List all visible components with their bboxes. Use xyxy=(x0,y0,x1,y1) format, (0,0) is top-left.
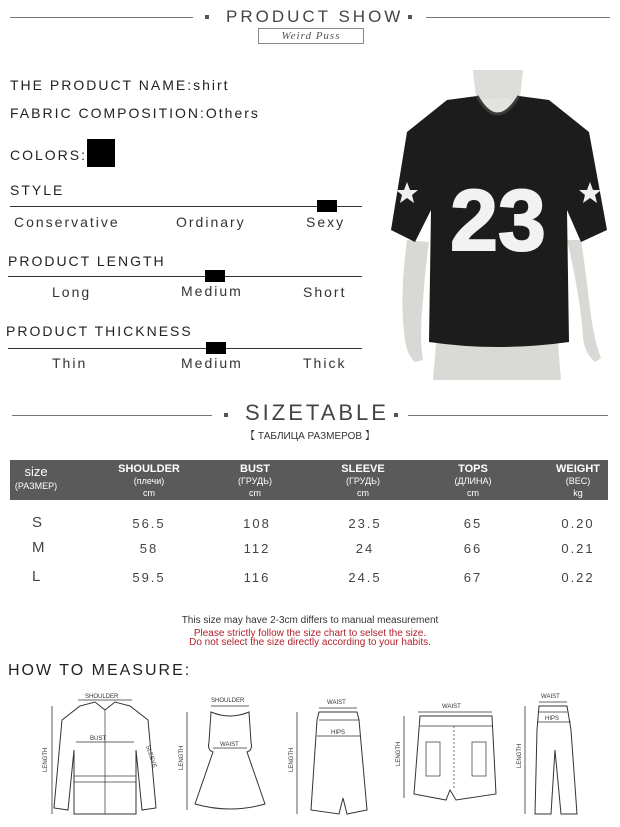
col-weight-unit: kg xyxy=(573,488,583,498)
cell-tops: 67 xyxy=(463,570,483,585)
brand-badge xyxy=(258,28,364,44)
col-bust xyxy=(215,463,295,499)
cell-tops: 65 xyxy=(463,516,483,531)
row-size: M xyxy=(32,539,45,556)
col-shoulder-unit: cm xyxy=(143,488,155,498)
cell-weight: 0.21 xyxy=(561,541,595,556)
col-weight xyxy=(538,463,618,499)
cell-bust: 116 xyxy=(243,570,271,585)
thickness-scale-line xyxy=(8,348,362,349)
note-warning-1: Please strictly follow the size chart to selset the size. xyxy=(193,628,427,639)
label-shoulder: SHOULDER xyxy=(85,694,119,700)
col-tops-label: TOPS xyxy=(458,463,488,475)
row-size: S xyxy=(32,514,43,531)
header-rule-right xyxy=(426,17,610,18)
thickness-option-thin: Thin xyxy=(52,355,88,371)
length-option-long: Long xyxy=(52,284,92,300)
style-label: STYLE xyxy=(10,182,65,198)
length-option-medium: Medium xyxy=(181,283,243,299)
note-measurement: This size may have 2-3cm differs to manual measurement xyxy=(181,615,439,626)
sizetable-subtitle: 【 ТАБЛИЦА РАЗМЕРОВ 】 xyxy=(245,431,375,442)
size-table-header xyxy=(10,460,608,500)
length-option-short: Short xyxy=(303,284,347,300)
col-bust-sub: (ГРУДЬ) xyxy=(238,476,272,486)
style-scale-line xyxy=(10,206,362,207)
jersey-number: 23 xyxy=(450,173,546,269)
label-length: LENGTH xyxy=(517,743,523,768)
col-sleeve-unit: cm xyxy=(357,488,369,498)
cell-weight: 0.20 xyxy=(561,516,595,531)
sizetable-dot-left xyxy=(224,413,228,417)
label-waist: WAIST xyxy=(442,704,461,710)
product-name-label: THE PRODUCT NAME: xyxy=(10,77,194,93)
diagram-jacket xyxy=(40,690,170,822)
how-to-measure-title: HOW TO MEASURE: xyxy=(8,662,192,679)
thickness-label: PRODUCT THICKNESS xyxy=(6,323,193,339)
col-sleeve xyxy=(323,463,403,499)
diagram-skirt xyxy=(283,690,378,822)
colors-label: COLORS: xyxy=(10,147,88,163)
label-hips: HIPS xyxy=(331,730,346,736)
fabric-value: Others xyxy=(205,105,260,121)
cell-shoulder: 56.5 xyxy=(132,516,166,531)
product-name-value: shirt xyxy=(193,77,230,93)
label-shoulder: SHOULDER xyxy=(211,698,245,704)
page-title: PRODUCT SHOW xyxy=(226,7,404,26)
col-size xyxy=(10,465,62,493)
col-size-sub: (РАЗМЕР) xyxy=(14,481,58,491)
sizetable-rule-right xyxy=(408,415,608,416)
header-rule-left xyxy=(10,17,193,18)
cell-sleeve: 24.5 xyxy=(348,570,382,585)
fabric-label: FABRIC COMPOSITION: xyxy=(10,105,206,121)
col-shoulder-sub: (плечи) xyxy=(133,476,165,486)
note-warning-2: Do not select the size directly according to your habits. xyxy=(189,637,431,648)
diagram-pants xyxy=(515,690,615,822)
length-scale-line xyxy=(8,276,362,277)
label-sleeve: SLEEVE xyxy=(144,744,158,769)
label-length: LENGTH xyxy=(289,747,295,772)
thickness-option-medium: Medium xyxy=(181,355,243,371)
cell-weight: 0.22 xyxy=(561,570,595,585)
sizetable-rule-left xyxy=(12,415,212,416)
cell-shoulder: 58 xyxy=(139,541,159,556)
col-weight-sub: (BEC) xyxy=(565,476,591,486)
style-option-sexy: Sexy xyxy=(306,214,346,230)
product-photo xyxy=(385,70,610,390)
label-length: LENGTH xyxy=(179,745,185,770)
cell-bust: 108 xyxy=(243,516,271,531)
col-shoulder-label: SHOULDER xyxy=(118,463,180,475)
cell-sleeve: 24 xyxy=(355,541,375,556)
col-shoulder xyxy=(109,463,189,499)
col-bust-unit: cm xyxy=(249,488,261,498)
header-dot-left xyxy=(205,15,209,19)
style-marker xyxy=(317,200,337,212)
style-option-conservative: Conservative xyxy=(14,214,120,230)
col-sleeve-label: SLEEVE xyxy=(341,463,385,475)
col-weight-label: WEIGHT xyxy=(556,463,600,475)
label-bust: BUST xyxy=(90,736,107,742)
diagram-shorts xyxy=(392,690,512,822)
col-tops-unit: cm xyxy=(467,488,479,498)
label-waist: WAIST xyxy=(220,742,239,748)
label-length: LENGTH xyxy=(396,741,402,766)
label-waist: WAIST xyxy=(327,700,346,706)
cell-sleeve: 23.5 xyxy=(348,516,382,531)
style-option-ordinary: Ordinary xyxy=(176,214,246,230)
color-swatch xyxy=(87,139,115,167)
length-label: PRODUCT LENGTH xyxy=(8,253,166,269)
cell-bust: 112 xyxy=(243,541,271,556)
cell-tops: 66 xyxy=(463,541,483,556)
label-hips: HIPS xyxy=(545,716,560,722)
fabric-row xyxy=(10,105,260,121)
product-name-row xyxy=(10,77,230,93)
row-size: L xyxy=(32,568,41,585)
col-bust-label: BUST xyxy=(240,463,270,475)
col-sleeve-sub: (ГРУДЬ) xyxy=(346,476,380,486)
col-tops xyxy=(433,463,513,499)
label-length: LENGTH xyxy=(43,747,49,772)
header-dot-right xyxy=(408,15,412,19)
diagram-dress xyxy=(175,690,275,822)
col-size-label: size xyxy=(24,464,48,479)
sizetable-dot-right xyxy=(394,413,398,417)
label-waist: WAIST xyxy=(541,694,560,700)
length-marker xyxy=(205,270,225,282)
thickness-marker xyxy=(206,342,226,354)
sizetable-title: SIZETABLE xyxy=(245,400,389,425)
col-tops-sub: (ДЛИНА) xyxy=(454,476,492,486)
brand-name: Weird Puss xyxy=(281,30,341,42)
thickness-option-thick: Thick xyxy=(303,355,347,371)
cell-shoulder: 59.5 xyxy=(132,570,166,585)
